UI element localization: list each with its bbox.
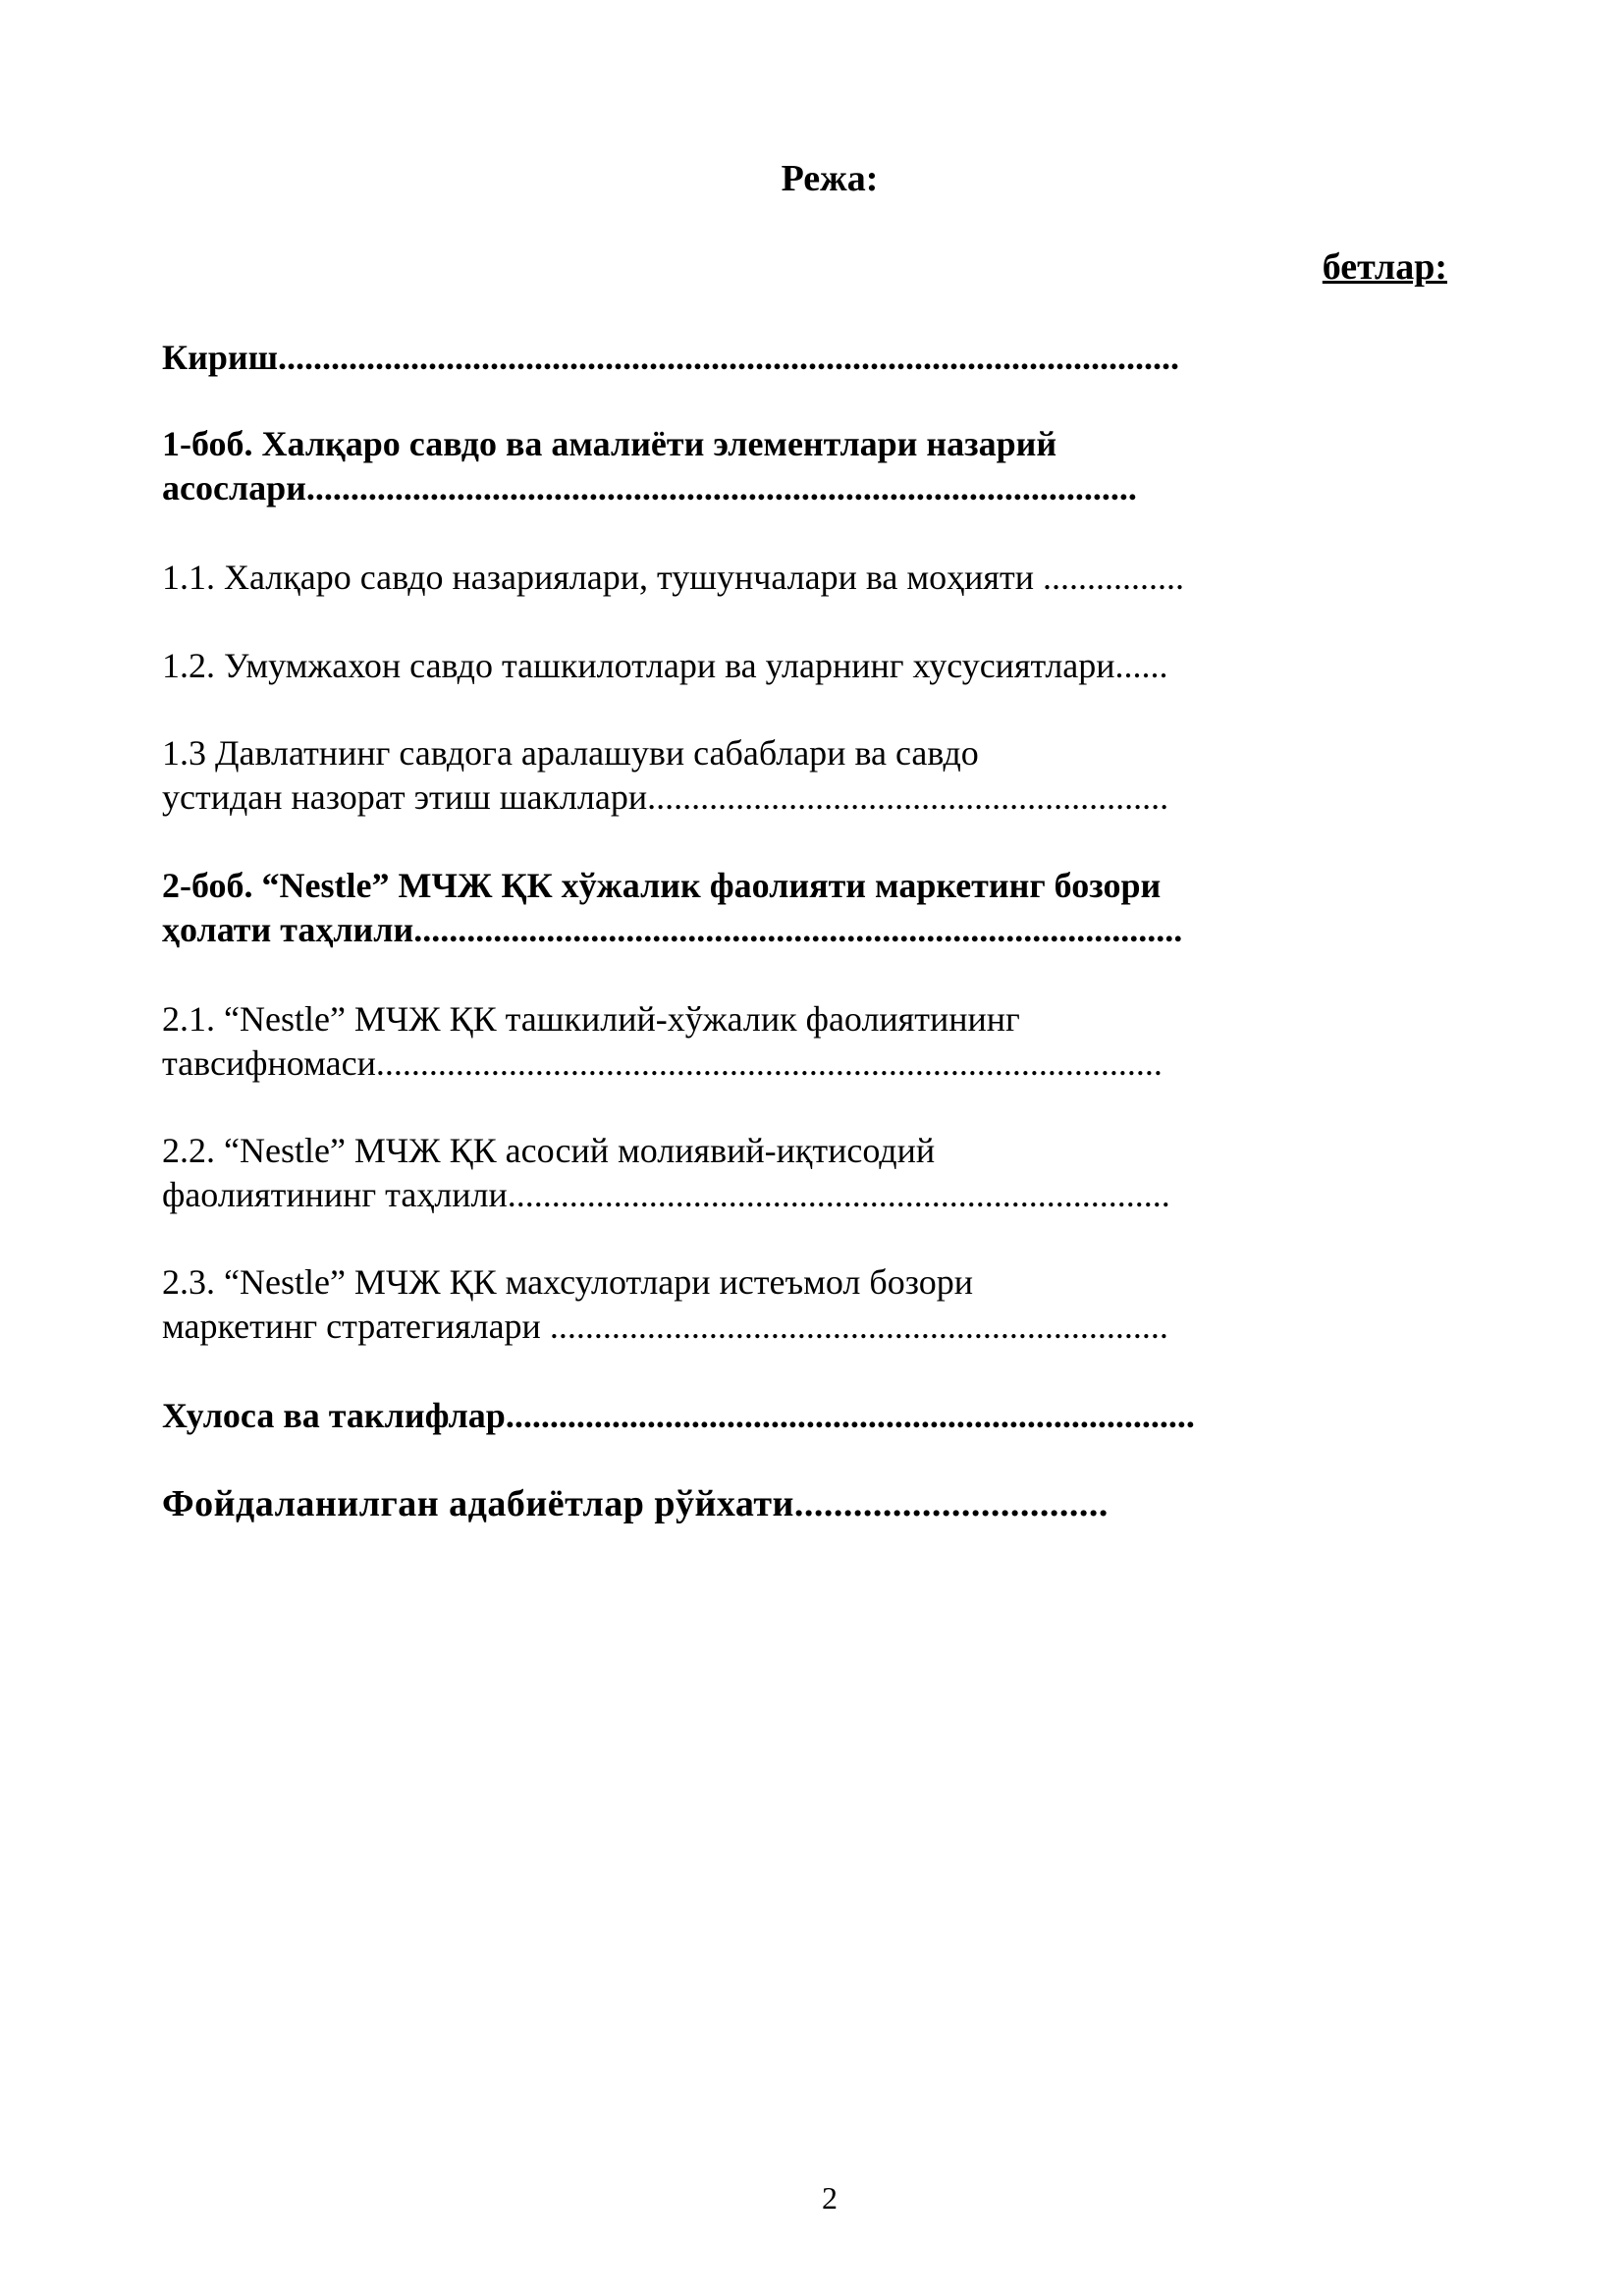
toc-line: 2-боб. “Nestle” МЧЖ ҚК хўжалик фаолияти маркетинг бозори [162, 866, 1162, 905]
toc-line: тавсифномаси......................................................................................... [162, 1043, 1163, 1083]
toc-entry-section-2-3 [162, 1260, 1291, 1349]
toc-line: 1.2. Умумжахон савдо ташкилотлари ва уларнинг хусусиятлари...... [162, 646, 1168, 685]
toc-line: 1-боб. Халқаро савдо ва амалиёти элементлари назарий [162, 424, 1057, 463]
toc-entry-introduction [162, 336, 1291, 380]
toc-line: ҳолати таҳлили....................................................................................... [162, 910, 1183, 949]
toc-line: 1.1. Халқаро савдо назариялари, тушунчалари ва моҳияти ................ [162, 558, 1184, 597]
toc-entry-chapter-1 [162, 422, 1291, 510]
toc-line: Хулоса ва таклифлар.............................................................................. [162, 1396, 1195, 1435]
toc-entry-section-2-1 [162, 997, 1291, 1086]
toc-entry-section-1-1 [162, 556, 1291, 600]
toc-entry-section-1-3 [162, 731, 1291, 820]
toc-line: 2.1. “Nestle” МЧЖ ҚК ташкилий-хўжалик фаолиятининг [162, 999, 1020, 1039]
toc-line: асослари.............................................................................................. [162, 468, 1137, 507]
toc-entry-conclusions [162, 1394, 1291, 1438]
toc-line: маркетинг стратегиялари ...................................................................... [162, 1307, 1168, 1346]
toc-line: 1.3 Давлатнинг савдога аралашуви сабаблари ва савдо [162, 733, 979, 773]
toc-entry-chapter-2 [162, 864, 1291, 952]
toc-line: фаолиятининг таҳлили........................................................................... [162, 1175, 1170, 1214]
toc-line: 2.3. “Nestle” МЧЖ ҚК махсулотлари истеъмол бозори [162, 1262, 973, 1302]
page-title: Режа: [781, 158, 879, 199]
page-number: 2 [822, 2180, 838, 2216]
toc-line: Фойдаланилган адабиётлар рўйхати................................ [162, 1483, 1109, 1524]
toc-entry-section-2-2 [162, 1129, 1291, 1217]
toc-line: устидан назорат этиш шакллари........................................................... [162, 777, 1169, 817]
toc-entry-references [162, 1482, 1291, 1526]
pages-column-header: бетлар: [1322, 246, 1447, 288]
toc-entry-section-1-2 [162, 644, 1291, 688]
toc-line: Кириш...................................................................................................... [162, 338, 1180, 377]
toc-line: 2.2. “Nestle” МЧЖ ҚК асосий молиявий-иқтисодий [162, 1131, 936, 1170]
